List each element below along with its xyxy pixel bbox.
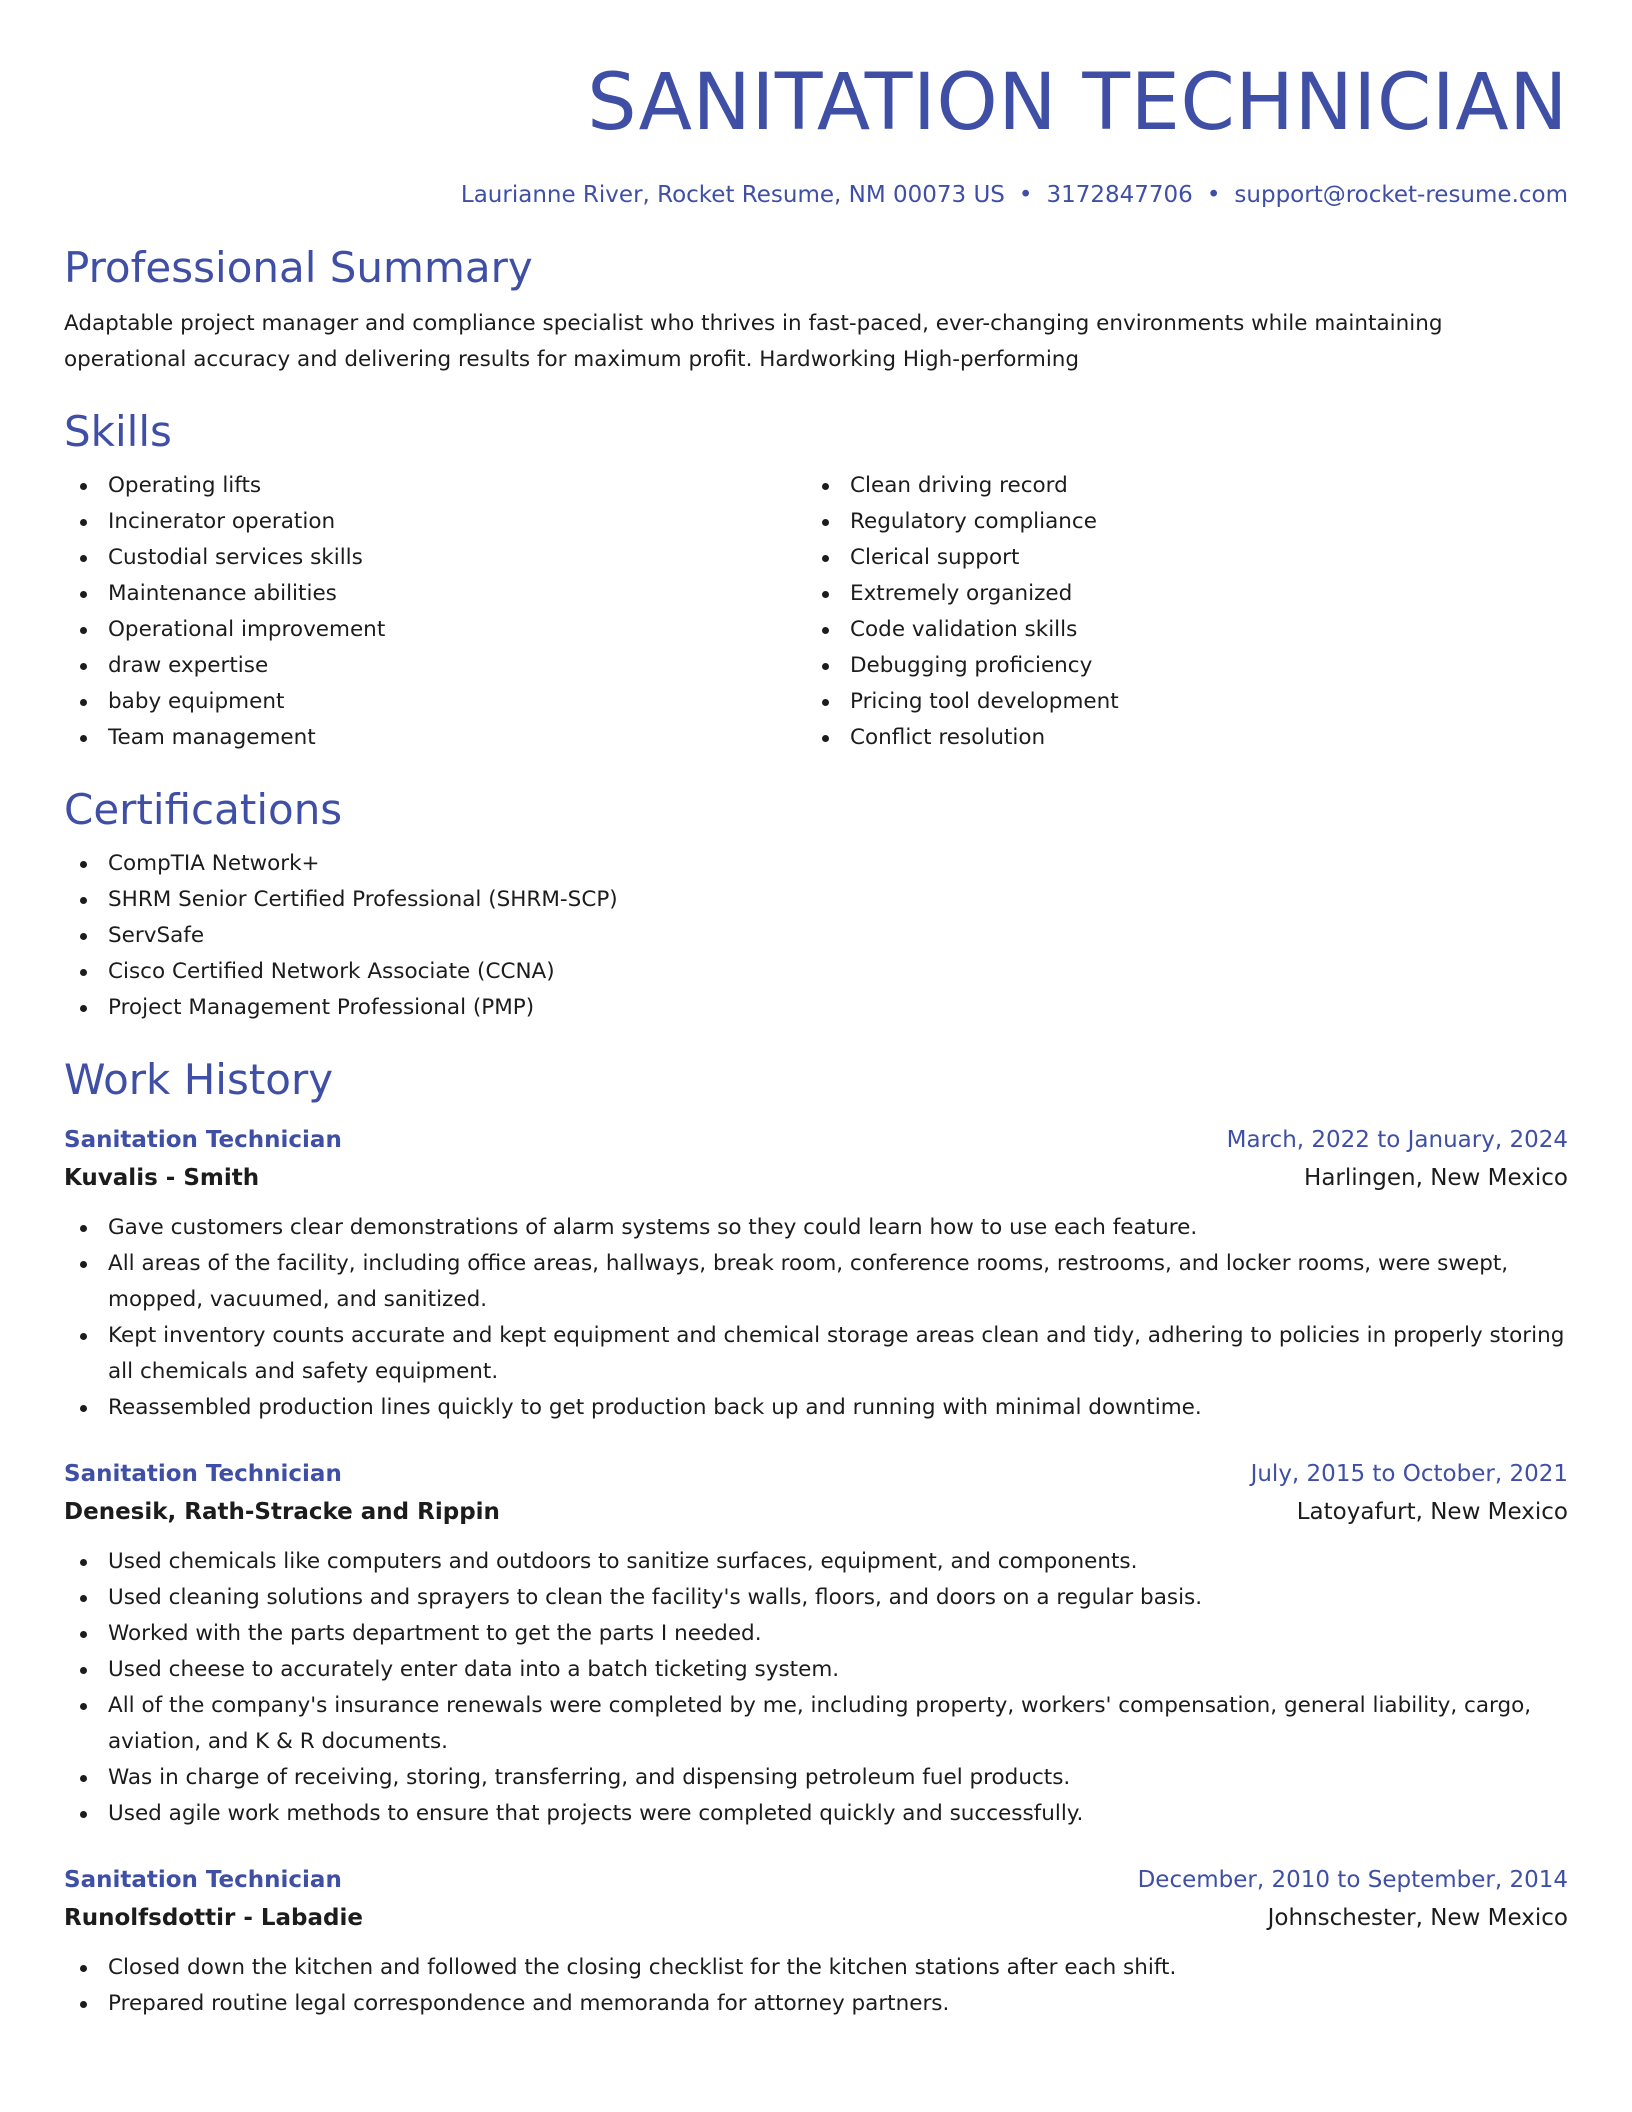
section-heading-skills: Skills xyxy=(64,407,172,456)
professional-summary-section xyxy=(64,242,1568,378)
skill-item: Regulatory compliance xyxy=(806,504,1548,540)
skill-item: baby equipment xyxy=(64,684,806,720)
job-entry xyxy=(64,1862,1568,2022)
skills-list-left xyxy=(64,468,806,756)
skill-item: Maintenance abilities xyxy=(64,576,806,612)
job-entry xyxy=(64,1122,1568,1426)
skill-item: Code validation skills xyxy=(806,612,1548,648)
skill-item: Debugging proficiency xyxy=(806,648,1548,684)
job-title: Sanitation Technician xyxy=(64,1461,342,1487)
job-location: Latoyafurt, New Mexico xyxy=(1296,1499,1568,1525)
contact-separator: • xyxy=(1018,182,1033,208)
skills-columns xyxy=(64,468,1568,756)
work-history-section xyxy=(64,1054,1568,2022)
certifications-section xyxy=(64,784,1568,1026)
job-header-row xyxy=(64,1122,1568,1158)
section-heading-work-history: Work History xyxy=(64,1055,334,1104)
job-bullet: Used cheese to accurately enter data into a batch ticketing system. xyxy=(64,1652,1568,1688)
job-entry xyxy=(64,1456,1568,1832)
skill-item: Operating lifts xyxy=(64,468,806,504)
section-heading-certifications: Certifications xyxy=(64,785,343,834)
job-location: Harlingen, New Mexico xyxy=(1304,1165,1568,1191)
skill-item: Clerical support xyxy=(806,540,1548,576)
skills-list-right xyxy=(806,468,1548,756)
job-bullet: Used cleaning solutions and sprayers to clean the facility's walls, floors, and doors on a regular basis. xyxy=(64,1580,1568,1616)
skills-section xyxy=(64,406,1568,756)
job-bullet: Kept inventory counts accurate and kept equipment and chemical storage areas clean and tidy, adhering to policies in properly storing all chemicals and safety equipment. xyxy=(64,1318,1568,1390)
job-bullet: Worked with the parts department to get the parts I needed. xyxy=(64,1616,1568,1652)
job-bullet: All of the company's insurance renewals were completed by me, including property, workers' compensation, general liability, cargo, aviation, and K & R documents. xyxy=(64,1688,1568,1760)
job-dates: July, 2015 to October, 2021 xyxy=(1250,1461,1568,1487)
contact-email: support@rocket-resume.com xyxy=(1234,182,1568,208)
job-company-row xyxy=(64,1158,1568,1198)
job-dates: December, 2010 to September, 2014 xyxy=(1137,1867,1568,1893)
section-heading-summary: Professional Summary xyxy=(64,243,533,292)
contact-separator: • xyxy=(1206,182,1221,208)
job-bullet: All areas of the facility, including office areas, hallways, break room, conference rooms, restrooms, and locker rooms, were swept, mopped, vacuumed, and sanitized. xyxy=(64,1246,1568,1318)
job-bullet: Used chemicals like computers and outdoors to sanitize surfaces, equipment, and components. xyxy=(64,1544,1568,1580)
skill-item: Conflict resolution xyxy=(806,720,1548,756)
skill-item: Incinerator operation xyxy=(64,504,806,540)
job-bullet: Gave customers clear demonstrations of alarm systems so they could learn how to use each feature. xyxy=(64,1210,1568,1246)
job-bullet: Reassembled production lines quickly to get production back up and running with minimal downtime. xyxy=(64,1390,1568,1426)
job-bullet: Used agile work methods to ensure that projects were completed quickly and successfully. xyxy=(64,1796,1568,1832)
skill-item: Pricing tool development xyxy=(806,684,1548,720)
job-company: Runolfsdottir - Labadie xyxy=(64,1905,363,1931)
job-header-row xyxy=(64,1862,1568,1898)
job-title: Sanitation Technician xyxy=(64,1867,342,1893)
skill-item: draw expertise xyxy=(64,648,806,684)
resume-title: SANITATION TECHNICIAN xyxy=(587,58,1568,148)
skill-item: Operational improvement xyxy=(64,612,806,648)
skill-item: Custodial services skills xyxy=(64,540,806,576)
job-bullet: Prepared routine legal correspondence and memoranda for attorney partners. xyxy=(64,1986,1568,2022)
job-location: Johnschester, New Mexico xyxy=(1267,1905,1568,1931)
job-company: Denesik, Rath-Stracke and Rippin xyxy=(64,1499,500,1525)
job-bullet: Was in charge of receiving, storing, transferring, and dispensing petroleum fuel products. xyxy=(64,1760,1568,1796)
job-company-row xyxy=(64,1898,1568,1938)
job-title: Sanitation Technician xyxy=(64,1127,342,1153)
skill-item: Extremely organized xyxy=(806,576,1548,612)
certification-item: CompTIA Network+ xyxy=(64,846,1568,882)
job-company: Kuvalis - Smith xyxy=(64,1165,260,1191)
certification-item: Cisco Certified Network Associate (CCNA) xyxy=(64,954,1568,990)
contact-address: Laurianne River, Rocket Resume, NM 00073 US xyxy=(460,182,1005,208)
skill-item: Team management xyxy=(64,720,806,756)
summary-text: Adaptable project manager and compliance specialist who thrives in fast-paced, ever-changing environments while maintaining operational accuracy and delivering results for maximum profit. Hardworking High-performing xyxy=(64,311,1443,372)
job-bullets xyxy=(64,1950,1568,2022)
certification-item: Project Management Professional (PMP) xyxy=(64,990,1568,1026)
job-bullets xyxy=(64,1210,1568,1426)
job-bullets xyxy=(64,1544,1568,1832)
skill-item: Clean driving record xyxy=(806,468,1548,504)
job-dates: March, 2022 to January, 2024 xyxy=(1226,1127,1568,1153)
job-company-row xyxy=(64,1492,1568,1532)
certification-item: ServSafe xyxy=(64,918,1568,954)
job-header-row xyxy=(64,1456,1568,1492)
job-bullet: Closed down the kitchen and followed the closing checklist for the kitchen stations after each shift. xyxy=(64,1950,1568,1986)
contact-line xyxy=(64,180,1568,210)
certification-item: SHRM Senior Certified Professional (SHRM-SCP) xyxy=(64,882,1568,918)
contact-phone: 3172847706 xyxy=(1046,182,1193,208)
certifications-list xyxy=(64,846,1568,1026)
